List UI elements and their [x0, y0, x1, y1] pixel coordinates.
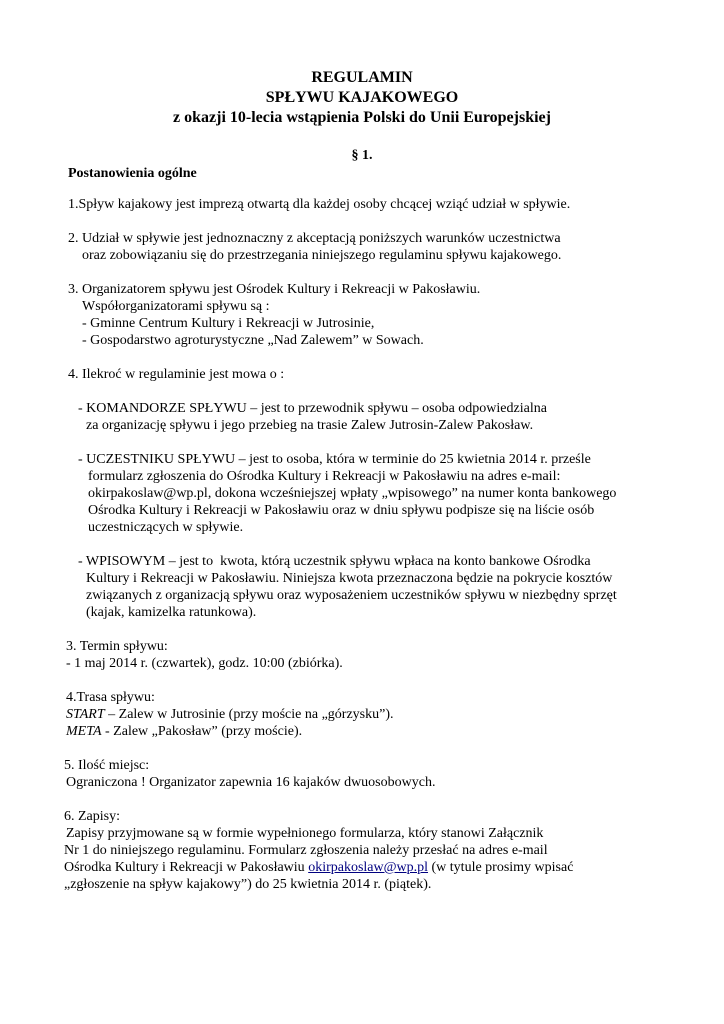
- definition-uczestnik-line: formularz zgłoszenia do Ośrodka Kultury i Rekreacji w Pakosławiu na adres e-mail:: [88, 469, 561, 484]
- definition-komandor-line: - KOMANDORZE SPŁYWU – jest to przewodnik spływu – osoba odpowiedzialna: [78, 401, 547, 416]
- paragraph-2-line: oraz zobowiązaniu się do przestrzegania niniejszego regulaminu spływu kajakowego.: [82, 248, 562, 263]
- termin-heading: 3. Termin spływu:: [66, 639, 168, 654]
- zapisy-heading: 6. Zapisy:: [64, 809, 120, 824]
- definition-uczestnik-line: - UCZESTNIKU SPŁYWU – jest to osoba, która w terminie do 25 kwietnia 2014 r. prześle: [78, 452, 591, 467]
- zapisy-line: [64, 859, 573, 876]
- zapisy-line: Zapisy przyjmowane są w formie wypełnionego formularza, który stanowi Załącznik: [66, 826, 544, 841]
- document-occasion: z okazji 10-lecia wstąpienia Polski do Unii Europejskiej: [173, 109, 551, 126]
- termin-date: - 1 maj 2014 r. (czwartek), godz. 10:00 (zbiórka).: [66, 656, 343, 671]
- trasa-start: [66, 706, 394, 723]
- zapisy-line-text: Ośrodka Kultury i Rekreacji w Pakosławiu: [64, 860, 309, 875]
- trasa-heading: 4.Trasa spływu:: [66, 690, 155, 705]
- paragraph-2-line: 2. Udział w spływie jest jednoznaczny z akceptacją poniższych warunków uczestnictwa: [68, 231, 561, 246]
- email-link[interactable]: okirpakoslaw@wp.pl: [308, 860, 429, 875]
- paragraph-3-line: 3. Organizatorem spływu jest Ośrodek Kultury i Rekreacji w Pakosławiu.: [68, 282, 481, 297]
- start-label: START: [66, 707, 105, 722]
- definition-wpisowe-line: związanych z organizacją spływu oraz wyposażeniem uczestników spływu w niezbędny sprzęt: [86, 588, 617, 603]
- paragraph-4-line: 4. Ilekroć w regulaminie jest mowa o :: [68, 367, 285, 382]
- miejsca-text: Ograniczona ! Organizator zapewnia 16 kajaków dwuosobowych.: [66, 775, 436, 790]
- definition-wpisowe-line: - WPISOWYM – jest to kwota, którą uczestnik spływu wpłaca na konto bankowe Ośrodka: [78, 554, 591, 569]
- definition-uczestnik-line: Ośrodka Kultury i Rekreacji w Pakosławiu oraz w dniu spływu podpisze się na liście osób: [88, 503, 595, 518]
- trasa-meta: [66, 723, 302, 740]
- section-heading: Postanowienia ogólne: [68, 166, 197, 181]
- document-subtitle: SPŁYWU KAJAKOWEGO: [265, 89, 459, 106]
- definition-wpisowe-line: (kajak, kamizelka ratunkowa).: [86, 605, 257, 620]
- definition-komandor-line: za organizację spływu i jego przebieg na trasie Zalew Jutrosin-Zalew Pakosław.: [86, 418, 534, 433]
- definition-wpisowe-line: Kultury i Rekreacji w Pakosławiu. Niniejsza kwota przeznaczona będzie na pokrycie kosztów: [86, 571, 613, 586]
- meta-text: - Zalew „Pakosław” (przy moście).: [101, 724, 303, 739]
- paragraph-1: 1.Spływ kajakowy jest imprezą otwartą dla każdej osoby chcącej wziąć udział w spływie.: [68, 197, 571, 212]
- meta-label: META: [66, 724, 102, 739]
- definition-uczestnik-line: okirpakoslaw@wp.pl, dokona wcześniejszej wpłaty „wpisowego” na numer konta bankowego: [88, 486, 617, 501]
- paragraph-3-line: - Gospodarstwo agroturystyczne „Nad Zalewem” w Sowach.: [82, 333, 424, 348]
- definition-uczestnik-line: uczestniczących w spływie.: [88, 520, 244, 535]
- section-number: § 1.: [351, 148, 373, 163]
- document-title: REGULAMIN: [311, 69, 413, 86]
- zapisy-line-text: (w tytule prosimy wpisać: [428, 860, 574, 875]
- zapisy-line: „zgłoszenie na spływ kajakowy”) do 25 kwietnia 2014 r. (piątek).: [64, 877, 432, 892]
- paragraph-3-line: - Gminne Centrum Kultury i Rekreacji w Jutrosinie,: [82, 316, 375, 331]
- start-text: – Zalew w Jutrosinie (przy moście na „górzysku”).: [104, 707, 394, 722]
- zapisy-line: Nr 1 do niniejszego regulaminu. Formularz zgłoszenia należy przesłać na adres e-mail: [64, 843, 548, 858]
- miejsca-heading: 5. Ilość miejsc:: [64, 758, 150, 773]
- paragraph-3-line: Współorganizatorami spływu są :: [82, 299, 270, 314]
